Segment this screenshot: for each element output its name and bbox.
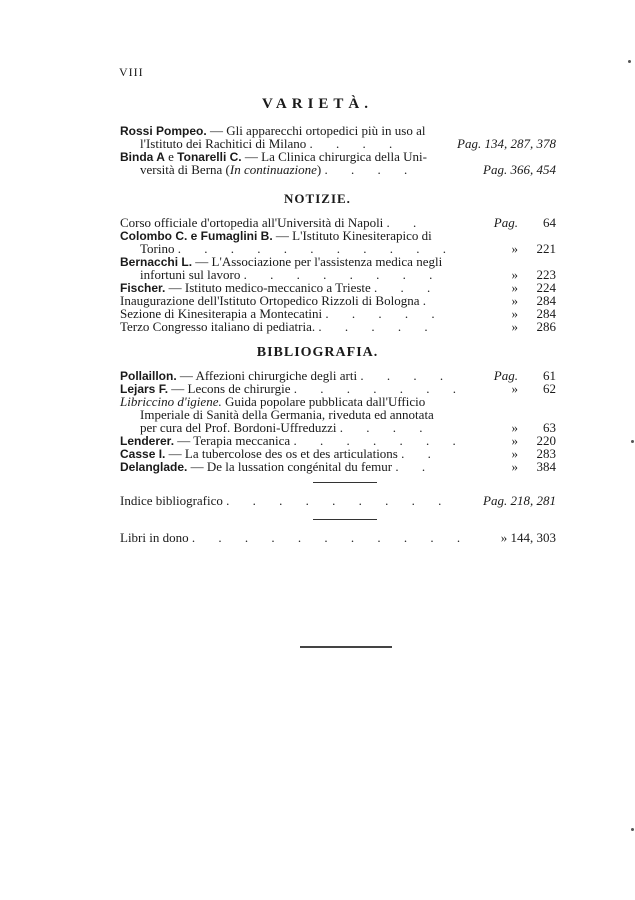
page-label: » <box>511 306 518 321</box>
entry-title: Torino <box>140 241 175 256</box>
page-label: » <box>511 319 518 334</box>
entry-title: — La Clinica chirurgica della Uni- <box>241 149 427 164</box>
entry-title: — L'Associazione per l'assistenza medica negli <box>192 254 443 269</box>
entry-title: Indice bibliografico <box>120 493 223 508</box>
page-ref: Pag. 218, 281 <box>483 493 556 508</box>
entry-title: — Lecons de chirurgie <box>168 381 291 396</box>
leader-dots: . . <box>386 215 427 230</box>
divider <box>313 482 377 483</box>
author: Rossi Pompeo. <box>120 124 207 138</box>
page-ref: 284 <box>536 293 556 308</box>
list-item <box>120 460 556 473</box>
leader-dots: . <box>422 293 436 308</box>
entry-text: e <box>164 149 178 164</box>
page-ref: 220 <box>536 433 556 448</box>
entry-title: Inaugurazione dell'Istituto Ortopedico Rizzoli di Bologna <box>120 293 420 308</box>
section-heading-varieta: VARIETÀ. <box>262 96 373 112</box>
author: Binda A <box>120 150 165 164</box>
page-ref: Pag. 134, 287, 378 <box>457 136 556 151</box>
leader-dots: . . . . . <box>318 319 438 334</box>
entry-title: — De la lussation congénital du femur <box>187 459 393 474</box>
page-label: » <box>511 280 518 295</box>
page-ref: 63 <box>543 420 556 435</box>
list-item <box>120 163 556 176</box>
leader-dots: . . . . <box>339 420 433 435</box>
page-ref: 223 <box>536 267 556 282</box>
leader-dots: . . . <box>374 280 441 295</box>
leader-dots: . . . . . . . . . <box>226 493 452 508</box>
page-label: » <box>511 420 518 435</box>
divider <box>313 519 377 520</box>
page-label: » <box>511 293 518 308</box>
leader-dots: . . . . . . . <box>293 381 467 396</box>
end-rule <box>300 646 392 648</box>
entry-text: per cura del Prof. Bordoni-Uffreduzzi <box>140 420 337 435</box>
scan-mark <box>631 440 634 443</box>
author: Lenderer. <box>120 434 175 448</box>
author: Colombo C. e Fumaglini B. <box>120 229 273 243</box>
leader-dots: . . . . <box>360 368 454 383</box>
page-ref: 284 <box>536 306 556 321</box>
page-label: » <box>511 381 518 396</box>
section-heading-notizie: NOTIZIE. <box>284 191 351 206</box>
author: Tonarelli C. <box>177 150 242 164</box>
page-ref: 61 <box>543 368 556 383</box>
page-label: » <box>511 267 518 282</box>
entry-text: Imperiale di Sanità della Germania, riveduta ed annotata <box>140 407 434 422</box>
entry-title: — Istituto medico-meccanico a Trieste <box>165 280 371 295</box>
page-number: VIII <box>119 65 144 79</box>
author: Fischer. <box>120 281 166 295</box>
leader-dots: . . . . . . . . <box>243 267 443 282</box>
page-ref: Pag. 366, 454 <box>483 162 556 177</box>
list-item <box>120 494 556 507</box>
page-ref: 286 <box>536 319 556 334</box>
entry-title: Libriccino d'igiene. <box>120 394 222 409</box>
page-ref: 62 <box>543 381 556 396</box>
entry-title: — La tubercolose des os et des articulations <box>165 446 398 461</box>
entry-text: ) <box>316 162 322 177</box>
leader-dots: . . . . . . . . . . . <box>177 241 456 256</box>
page-ref: 221 <box>536 241 556 256</box>
entry-title: Sezione di Kinesiterapia a Montecatini <box>120 306 323 321</box>
page-label: » <box>511 446 518 461</box>
leader-dots: . . <box>401 446 441 461</box>
page-label: » <box>511 241 518 256</box>
entry-title: Corso officiale d'ortopedia all'Università di Napoli <box>120 215 384 230</box>
entry-title: — Gli apparecchi ortopedici più in uso al <box>206 123 426 138</box>
entry-title: — L'Istituto Kinesiterapico di <box>272 228 432 243</box>
varieta-section <box>120 124 556 176</box>
page-ref: 384 <box>536 459 556 474</box>
scan-mark <box>628 60 631 63</box>
entry-text: Guida popolare pubblicata dall'Ufficio <box>221 394 426 409</box>
entry-title: Libri in dono <box>120 530 189 545</box>
leader-dots: . . . . . . . <box>293 433 466 448</box>
page-label: » <box>511 459 518 474</box>
section-heading-bibliografia: BIBLIOGRAFIA. <box>256 345 379 360</box>
author: Casse I. <box>120 447 166 461</box>
list-item <box>120 531 556 544</box>
entry-title: — Terapia meccanica <box>174 433 291 448</box>
entry-title: versità di Berna ( <box>140 162 230 177</box>
list-item <box>120 320 556 333</box>
page-ref: 224 <box>536 280 556 295</box>
page-label: » <box>511 433 518 448</box>
leader-dots: . . . . <box>324 162 418 177</box>
author: Lejars F. <box>120 382 169 396</box>
entry-title: l'Istituto dei Rachitici di Milano <box>140 136 307 151</box>
author: Delanglade. <box>120 460 188 474</box>
leader-dots: . . . . . <box>325 306 445 321</box>
entry-title: — Affezioni chirurgiche degli arti <box>176 368 358 383</box>
leader-dots: . . <box>395 459 436 474</box>
page-label: Pag. <box>493 368 518 383</box>
entry-title: infortuni sul lavoro <box>140 267 241 282</box>
page-ref: » 144, 303 <box>500 530 556 545</box>
page-ref: 64 <box>543 215 556 230</box>
leader-dots: . . . . . . . . . . . <box>191 530 471 545</box>
notizie-section <box>120 216 556 333</box>
leader-dots: . . . . <box>309 136 403 151</box>
author: Bernacchi L. <box>120 255 193 269</box>
libri-section <box>120 531 556 544</box>
bibliografia-section <box>120 369 556 473</box>
page-label: Pag. <box>493 215 518 230</box>
entry-title: Terzo Congresso italiano di pediatria. <box>120 319 316 334</box>
indice-section <box>120 494 556 507</box>
scan-mark <box>631 828 634 831</box>
author: Pollaillon. <box>120 369 177 383</box>
page-ref: 283 <box>536 446 556 461</box>
entry-note: In continuazione <box>229 162 317 177</box>
